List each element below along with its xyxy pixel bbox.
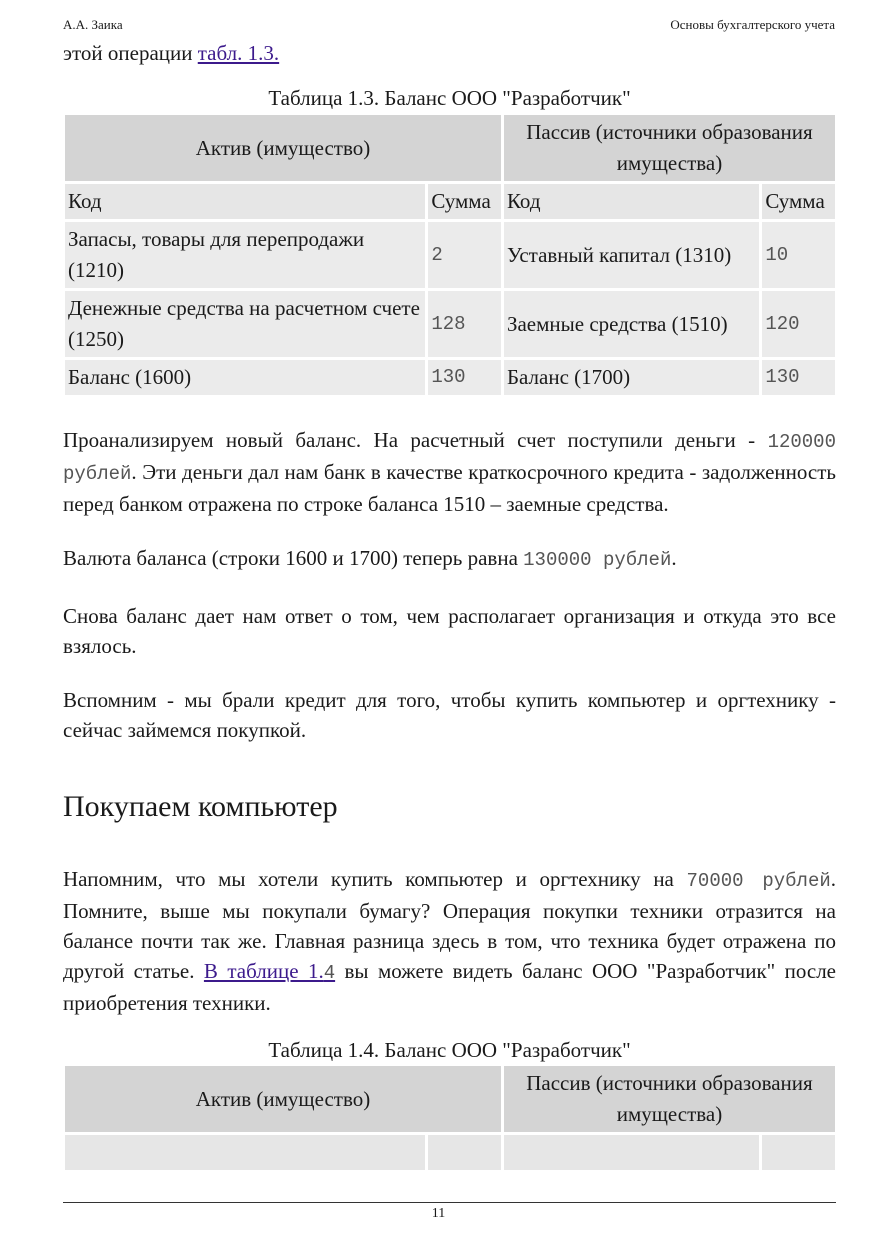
paragraph-purchase — [63, 864, 836, 1018]
paragraph-new-balance — [63, 425, 836, 519]
col-sum-assets — [428, 1135, 501, 1170]
table-header-row — [65, 1066, 835, 1132]
page-number: 11 — [431, 1206, 446, 1221]
table-1-4-link[interactable] — [204, 959, 335, 983]
liability-item: Баланс (1700) — [504, 360, 759, 395]
paragraph-text: . Помните, выше мы покупали бумагу? Операция покупки техники отразится на балансе почти так же. Главная разница здесь в том, что техника будет отражена по другой статье. — [63, 867, 836, 983]
table-1-3-caption: Таблица 1.3. Баланс ООО "Разработчик" — [268, 86, 631, 110]
balance-table-1-4 — [62, 1063, 838, 1173]
paragraph-text: Валюта баланса (строки 1600 и 1700) теперь равна — [63, 546, 524, 570]
paragraph-balance-answer: Снова баланс дает нам ответ о том, чем располагает организация и откуда это все взялось. — [63, 604, 836, 658]
running-header-author: А.А. Заика — [63, 17, 123, 32]
table-1-4-caption: Таблица 1.4. Баланс ООО "Разработчик" — [268, 1038, 631, 1062]
liabilities-header: Пассив (источники образования имущества) — [504, 1066, 835, 1132]
col-sum-liabilities: Сумма — [762, 184, 835, 219]
asset-item: Денежные средства на расчетном счете (1250) — [65, 291, 425, 357]
paragraph-credit-reminder: Вспомним - мы брали кредит для того, чтобы купить компьютер и оргтехнику - сейчас займемся покупкой. — [63, 688, 836, 742]
asset-item: Запасы, товары для перепродажи (1210) — [65, 222, 425, 288]
section-title: Покупаем компьютер — [63, 790, 338, 823]
table-header-row — [65, 115, 835, 181]
asset-item: Баланс (1600) — [65, 360, 425, 395]
table-subheader-row — [65, 1135, 835, 1170]
table-row — [65, 360, 835, 395]
paragraph-text: Проанализируем новый баланс. На расчетный счет поступили деньги - — [63, 428, 768, 452]
intro-paragraph — [63, 38, 836, 68]
table-row — [65, 222, 835, 288]
paragraph-text: Напомним, что мы хотели купить компьютер и оргтехнику на — [63, 867, 687, 891]
running-header-title: Основы бухгалтерского учета — [670, 17, 835, 32]
liability-item: Заемные средства (1510) — [504, 291, 759, 357]
paragraph-balance-currency — [63, 543, 836, 575]
paragraph-text: . — [671, 546, 677, 570]
col-sum-liabilities — [762, 1135, 835, 1170]
table-row — [65, 291, 835, 357]
col-code-assets — [65, 1135, 425, 1170]
balance-table-1-3 — [62, 112, 838, 398]
asset-sum: 128 — [428, 291, 501, 357]
col-code-assets: Код — [65, 184, 425, 219]
liabilities-header: Пассив (источники образования имущества) — [504, 115, 835, 181]
amount-value: 120000 рублей — [63, 431, 836, 485]
liability-sum: 10 — [762, 222, 835, 288]
liability-item: Уставный капитал (1310) — [504, 222, 759, 288]
paragraph-text: . Эти деньги дал нам банк в качестве краткосрочного кредита - задолженность перед банком отражена по строке баланса 1510 – заемные средства. — [63, 460, 836, 516]
page-content — [63, 38, 836, 1173]
liability-sum: 120 — [762, 291, 835, 357]
intro-text: этой операции — [63, 41, 198, 65]
col-code-liabilities — [504, 1135, 759, 1170]
paragraph-text: вы можете видеть баланс ООО "Разработчик" после приобретения техники. — [63, 959, 837, 1015]
table-1-3-link[interactable]: табл. 1.3. — [197, 41, 280, 65]
assets-header: Актив (имущество) — [65, 1066, 501, 1132]
table-1-4-link-text: В таблице 1. — [203, 959, 324, 983]
col-sum-assets: Сумма — [428, 184, 501, 219]
assets-header: Актив (имущество) — [65, 115, 501, 181]
table-1-4-link-number: 4 — [323, 962, 336, 984]
asset-sum: 130 — [428, 360, 501, 395]
asset-sum: 2 — [428, 222, 501, 288]
col-code-liabilities: Код — [504, 184, 759, 219]
table-subheader-row — [65, 184, 835, 219]
liability-sum: 130 — [762, 360, 835, 395]
amount-value: 70000 рублей — [686, 870, 831, 892]
amount-value: 130000 рублей — [523, 549, 672, 571]
